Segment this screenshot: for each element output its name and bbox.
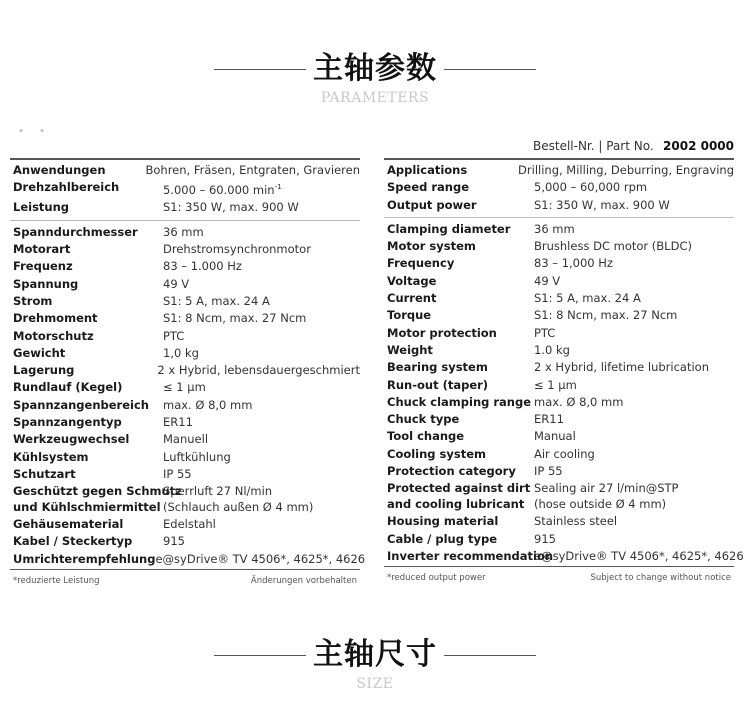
spec-value: S1: 350 W, max. 900 W [534, 197, 670, 212]
spec-value: 5.000 – 60.000 $\min^{-1}$ [163, 183, 282, 198]
size-heading [0, 636, 750, 692]
spec-row [10, 179, 360, 199]
spec-value: e@syDrive® TV 4506*, 4625*, 4626 [534, 548, 744, 563]
spec-row [384, 197, 734, 214]
spec-row [384, 238, 734, 255]
spec-label: Cable / plug type [387, 531, 498, 546]
table-footer [384, 567, 734, 583]
spec-value: Manual [534, 429, 576, 444]
spec-group-details [10, 221, 366, 569]
spec-group-details [384, 218, 744, 566]
spec-value: Stainless steel [534, 514, 618, 529]
spec-value: 49 V [163, 276, 190, 291]
spec-value: Drilling, Milling, Deburring, Engraving [518, 163, 734, 177]
spec-row [10, 276, 360, 293]
spec-row [384, 221, 734, 238]
spec-value: 49 V [534, 273, 561, 288]
spec-label: Rundlauf (Kegel) [13, 380, 123, 395]
spec-row [384, 179, 734, 196]
spec-label: Weight [387, 342, 433, 357]
spec-value: Edelstahl [163, 517, 216, 532]
spec-value: S1: 8 Ncm, max. 27 Ncm [534, 308, 678, 323]
spec-row [384, 480, 734, 513]
spec-row [10, 551, 366, 568]
table-footer [10, 570, 360, 586]
spec-label: Tool change [387, 429, 465, 444]
part-number-label: Bestell-Nr. | Part No. [533, 139, 654, 153]
heading-rule-right [444, 69, 536, 70]
spec-value: PTC [163, 328, 185, 343]
parameters-heading [0, 50, 750, 106]
spec-value: 36 mm [163, 224, 204, 239]
spec-label: Lagerung [13, 363, 75, 378]
spec-label: Chuck type [387, 412, 460, 427]
spec-value: max. Ø 8,0 mm [534, 394, 624, 409]
spec-value: 2 x Hybrid, lebensdauergeschmiert [157, 363, 360, 378]
spec-value: Bohren, Fräsen, Entgraten, Gravieren [145, 163, 360, 177]
spec-value: S1: 8 Ncm, max. 27 Ncm [163, 311, 307, 326]
spec-row [384, 428, 734, 445]
spec-label: Leistung [13, 200, 70, 215]
spec-row [10, 258, 360, 275]
spec-value: ER11 [163, 414, 193, 429]
spec-row [10, 241, 360, 258]
heading-title-en: PARAMETERS [320, 90, 430, 106]
spec-label: Werkzeugwechsel [13, 432, 130, 447]
spec-value: 915 [534, 531, 556, 546]
spec-label: Torque [387, 308, 432, 323]
spec-table-german [10, 158, 366, 587]
spec-label: Geschützt gegen Schmutz und Kühlschmiermittel [13, 484, 182, 514]
decorative-dots: • • [18, 126, 51, 137]
spec-row [10, 310, 360, 327]
spec-label: Output power [387, 197, 477, 212]
spec-value: Sealing air 27 l/min@STP (hose outside Ø 4 mm) [534, 481, 679, 511]
footnote: *reduced output power [387, 573, 486, 584]
spec-row [384, 531, 734, 548]
spec-value: ER11 [534, 412, 564, 427]
spec-label: Spanndurchmesser [13, 224, 138, 239]
spec-label: Protection category [387, 464, 516, 479]
spec-label: Spannzangenbereich [13, 397, 149, 412]
spec-value: IP 55 [534, 464, 563, 479]
spec-label: Frequenz [13, 259, 73, 274]
spec-group-general [10, 160, 360, 221]
spec-row [10, 224, 360, 241]
spec-value: ≤ 1 μm [534, 377, 577, 392]
part-number-value: 2002 0000 [663, 139, 734, 153]
spec-value: Drehstromsynchronmotor [163, 242, 311, 257]
spec-label: Schutzart [13, 466, 76, 481]
spec-value: ≤ 1 μm [163, 380, 206, 395]
spec-value: 36 mm [534, 221, 575, 236]
spec-value: Air cooling [534, 446, 595, 461]
spec-row [384, 394, 734, 411]
heading-title-cn: 主轴参数 [313, 51, 437, 86]
spec-row [384, 359, 734, 376]
spec-row [10, 397, 360, 414]
disclaimer: Subject to change without notice [590, 573, 731, 584]
spec-label: Kabel / Steckertyp [13, 534, 133, 549]
spec-label: Anwendungen [13, 163, 106, 177]
heading-rule-right [444, 655, 536, 656]
spec-label: Motor protection [387, 325, 497, 340]
spec-value: 2 x Hybrid, lifetime lubrication [534, 360, 709, 375]
spec-row [384, 162, 734, 179]
spec-row [10, 449, 360, 466]
spec-row [384, 342, 734, 359]
spec-label: Drehmoment [13, 311, 98, 326]
spec-value: IP 55 [163, 466, 192, 481]
spec-row [10, 379, 360, 396]
spec-value: PTC [534, 325, 556, 340]
spec-label: Cooling system [387, 446, 487, 461]
spec-row [10, 516, 360, 533]
spec-row [384, 446, 734, 463]
spec-label: Gewicht [13, 345, 66, 360]
spec-row [384, 513, 734, 530]
footnote: *reduzierte Leistung [13, 576, 100, 587]
spec-label: Motorschutz [13, 328, 94, 343]
spec-label: Kühlsystem [13, 449, 89, 464]
spec-row [384, 273, 734, 290]
spec-label: Applications [387, 163, 468, 177]
spec-value: 1,0 kg [163, 345, 199, 360]
spec-row [384, 463, 734, 480]
spec-row [10, 533, 360, 550]
spec-row [384, 325, 734, 342]
spec-label: Run-out (taper) [387, 377, 489, 392]
spec-value: Brushless DC motor (BLDC) [534, 239, 692, 254]
spec-row [10, 431, 360, 448]
spec-label: Strom [13, 293, 53, 308]
spec-label: Housing material [387, 514, 499, 529]
spec-value: Luftkühlung [163, 449, 231, 464]
spec-label: Drehzahlbereich [13, 180, 120, 195]
spec-value: 83 – 1.000 Hz [163, 259, 242, 274]
spec-value: 5,000 – 60,000 rpm [534, 180, 648, 195]
spec-value: S1: 5 A, max. 24 A [163, 293, 270, 308]
spec-value: S1: 5 A, max. 24 A [534, 291, 641, 306]
spec-label: Spannzangentyp [13, 414, 122, 429]
spec-row [10, 162, 360, 179]
spec-label: Bearing system [387, 360, 488, 375]
spec-row [10, 199, 360, 216]
spec-value: 1.0 kg [534, 342, 570, 357]
spec-table-english [384, 158, 744, 584]
spec-row [384, 548, 744, 565]
spec-value: Sperrluft 27 Nl/min (Schlauch außen Ø 4 mm) [163, 484, 314, 514]
spec-value: e@syDrive® TV 4506*, 4625*, 4626 [155, 551, 366, 566]
spec-row [384, 255, 734, 272]
spec-value: 83 – 1,000 Hz [534, 256, 613, 271]
part-number [533, 139, 734, 153]
spec-label: Protected against dirt and cooling lubricant [387, 481, 531, 511]
spec-row [384, 307, 734, 324]
disclaimer: Änderungen vorbehalten [250, 576, 357, 587]
spec-row [10, 483, 360, 516]
spec-value: max. Ø 8,0 mm [163, 397, 253, 412]
spec-value: S1: 350 W, max. 900 W [163, 200, 299, 215]
spec-label: Gehäusematerial [13, 517, 124, 532]
spec-label: Voltage [387, 273, 437, 288]
spec-label: Inverter recommendation [387, 548, 554, 563]
spec-row [10, 293, 360, 310]
spec-row [384, 411, 734, 428]
spec-value: 915 [163, 534, 185, 549]
spec-row [10, 328, 360, 345]
spec-label: Spannung [13, 276, 79, 291]
spec-label: Umrichterempfehlung [13, 551, 156, 566]
spec-group-general [384, 160, 734, 218]
spec-row [10, 414, 360, 431]
heading-title-cn: 主轴尺寸 [313, 637, 437, 672]
heading-rule-left [214, 69, 306, 70]
spec-label: Motorart [13, 242, 71, 257]
spec-row [384, 290, 734, 307]
spec-label: Chuck clamping range [387, 394, 532, 409]
spec-row [10, 362, 360, 379]
spec-label: Current [387, 291, 437, 306]
heading-rule-left [214, 655, 306, 656]
spec-value: Manuell [163, 432, 209, 447]
spec-label: Motor system [387, 239, 476, 254]
spec-row [384, 377, 734, 394]
spec-label: Speed range [387, 180, 469, 195]
spec-row [10, 466, 360, 483]
spec-row [10, 345, 360, 362]
spec-label: Clamping diameter [387, 221, 511, 236]
spec-label: Frequency [387, 256, 455, 271]
heading-title-en: SIZE [356, 676, 394, 692]
